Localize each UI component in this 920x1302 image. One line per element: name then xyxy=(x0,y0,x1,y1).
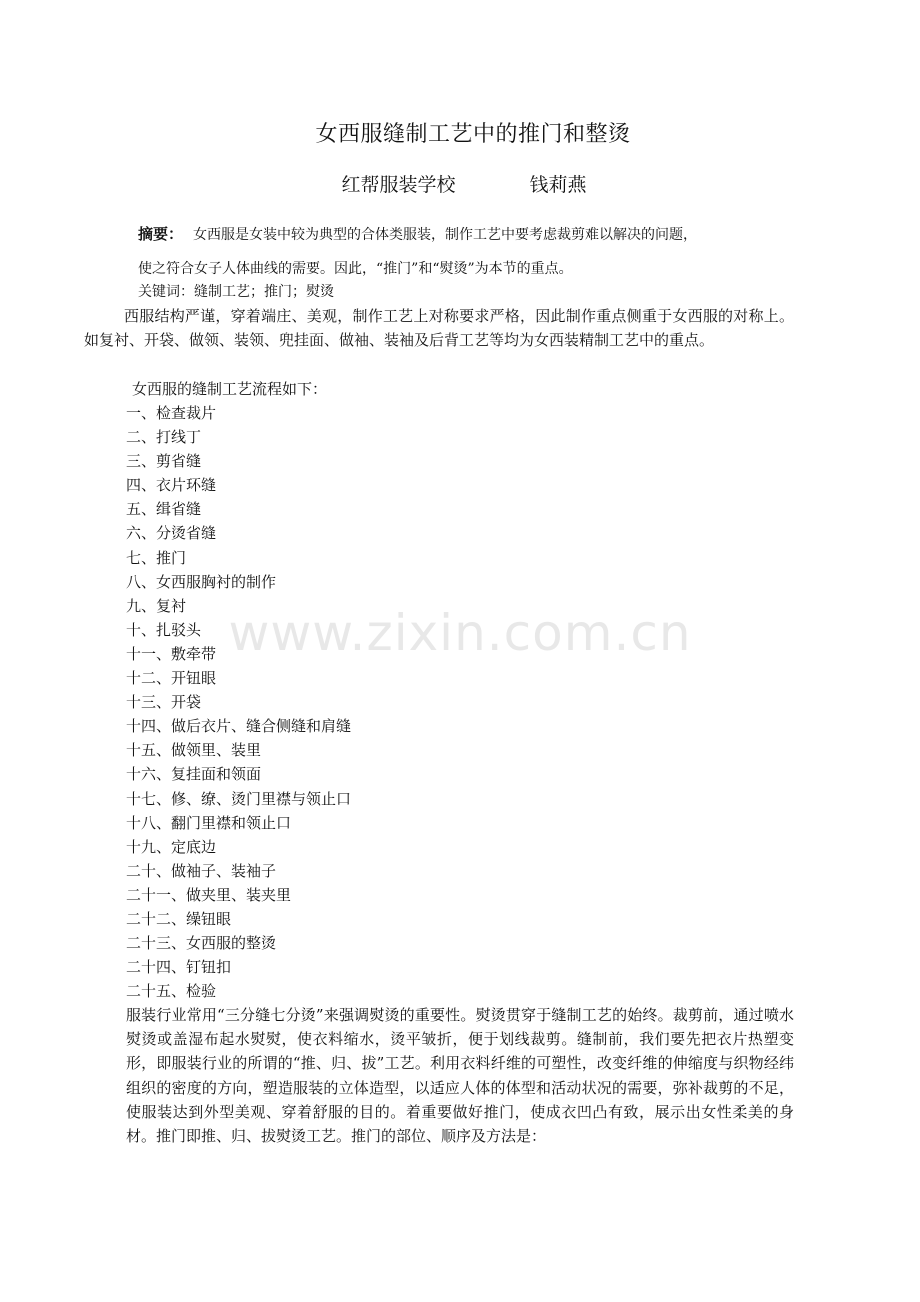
process-step: 一、检查裁片 xyxy=(126,404,217,422)
byline xyxy=(0,170,920,200)
process-step: 九、复衬 xyxy=(126,596,187,615)
document-title: 女西服缝制工艺中的推门和整烫 xyxy=(315,122,631,147)
abstract-label: 摘要： xyxy=(138,225,184,243)
process-flow-heading: 女西服的缝制工艺流程如下： xyxy=(132,380,328,398)
process-step: 二十一、做夹里、装夹里 xyxy=(126,885,292,904)
process-step: 二、打线丁 xyxy=(126,428,202,447)
watermark: www.zixin.com.cn xyxy=(228,604,692,662)
process-step: 六、分烫省缝 xyxy=(126,524,217,543)
process-step: 十、扎驳头 xyxy=(126,620,202,639)
process-step: 八、女西服胸衬的制作 xyxy=(126,572,277,591)
process-step: 十九、定底边 xyxy=(126,837,217,856)
process-step: 三、剪省缝 xyxy=(126,452,202,471)
process-step: 七、推门 xyxy=(126,548,187,567)
abstract-text-1: 女西服是女装中较为典型的合体类服装，制作工艺中要考虑裁剪难以解决的问题， xyxy=(193,227,698,243)
abstract-line-2: 使之符合女子人体曲线的需要。因此，“推门”和“熨烫”为本节的重点。 xyxy=(138,261,573,277)
process-step: 二十二、缲钮眼 xyxy=(126,909,232,928)
process-step: 二十、做袖子、装袖子 xyxy=(126,861,277,880)
process-step: 二十四、钉钮扣 xyxy=(126,958,232,977)
process-step: 五、缉省缝 xyxy=(126,500,202,519)
ironing-paragraph: 服装行业常用“三分缝七分烫”来强调熨烫的重要性。熨烫贯穿于缝制工艺的始终。裁剪前，通过喷水熨烫或盖湿布起水熨熨，使衣料缩水，烫平皱折，便于划线裁剪。缝制前，我们要先把衣片热塑变形，即服装行业的所谓的“推、归、拔”工艺。利用衣料纤维的可塑性，改变纤维的伸缩度与织物经纬组织的密度的方向，塑造服装的立体造型，以适应人体的体型和活动状况的需要，弥补裁剪的不足，使服装达到外型美观、穿着舒服的目的。着重要做好推门，使成衣凹凸有致，展示出女性柔美的身材。推门即推、归、拔熨烫工艺。推门的部位、顺序及方法是： xyxy=(126,1006,794,1146)
abstract xyxy=(138,222,798,281)
process-step: 二十五、检验 xyxy=(126,982,217,1001)
process-step: 十八、翻门里襟和领止口 xyxy=(126,813,292,832)
process-step: 十六、复挂面和领面 xyxy=(126,765,262,784)
intro-paragraph: 西服结构严谨，穿着端庄、美观，制作工艺上对称要求严格，因此制作重点侧重于女西服的对称上。如复衬、开袋、做领、装领、兜挂面、做袖、装袖及后背工艺等均为女西装精制工艺中的重点。 xyxy=(84,307,794,349)
process-step: 十三、开袋 xyxy=(126,693,202,712)
process-step: 十四、做后衣片、缝合侧缝和肩缝 xyxy=(126,717,352,736)
author-name: 钱莉燕 xyxy=(529,174,587,196)
process-step: 十一、敷牵带 xyxy=(126,644,217,663)
process-step: 十二、开钮眼 xyxy=(126,669,217,688)
process-step: 二十三、女西服的整烫 xyxy=(126,934,277,953)
process-step: 十五、做领里、装里 xyxy=(126,741,262,760)
process-step: 十七、修、缭、烫门里襟与领止口 xyxy=(126,789,352,808)
process-step: 四、衣片环缝 xyxy=(126,476,217,495)
school-name: 红帮服装学校 xyxy=(341,174,456,196)
process-step-list xyxy=(126,401,351,1003)
abstract-line-1 xyxy=(138,222,798,247)
keywords: 关键词：缝制工艺；推门；熨烫 xyxy=(138,284,334,300)
